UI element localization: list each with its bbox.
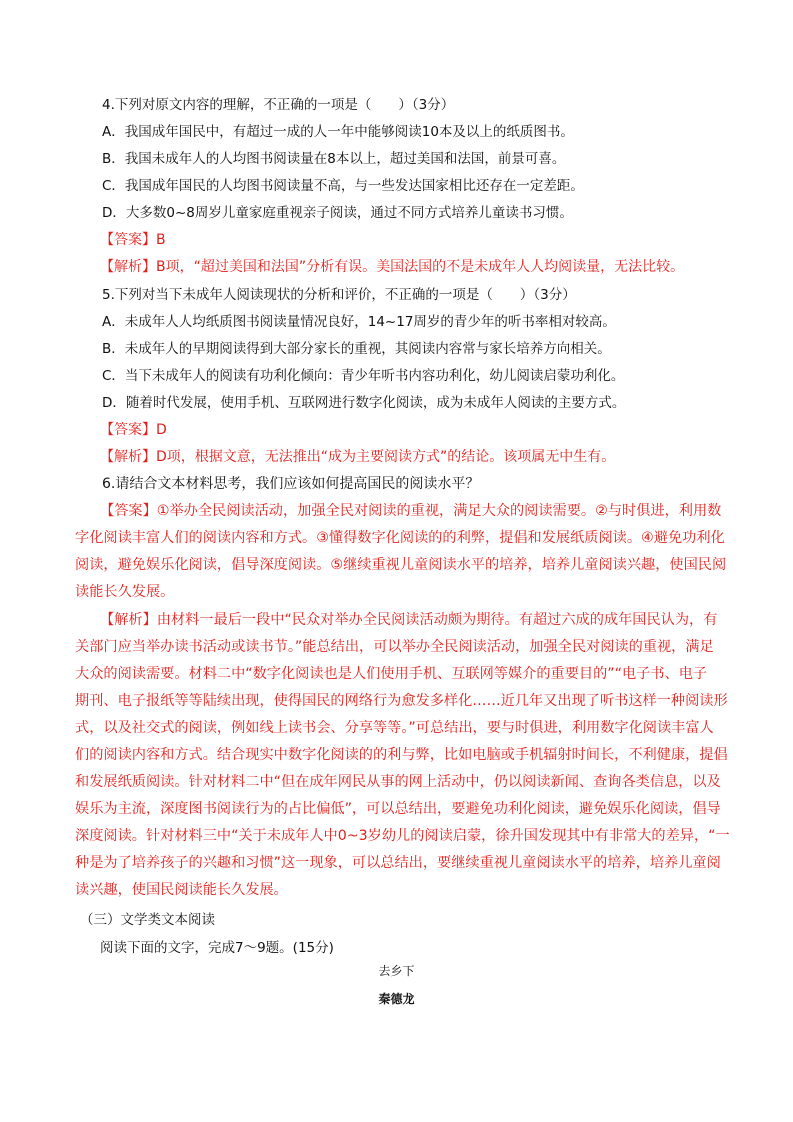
q4-answer — [100, 230, 166, 250]
q6-answer-line-3: 阅读，避免娱乐化阅读，倡导深度阅读。⑤继续重视儿童阅读水平的培养，培养儿童阅读兴趣，使国民阅 — [75, 557, 727, 573]
q5-answer — [100, 420, 167, 440]
q4-option-a: A．我国成年国民中，有超过一成的人一年中能够阅读10本及以上的纸质图书。 — [102, 124, 574, 140]
q6-analysis-line-5: 式，以及社交式的阅读，例如线上读书会、分享等等。”可总结出，要与时俱进，利用数字化阅读丰富人 — [75, 720, 714, 736]
q5-option-a: A．未成年人人均纸质图书阅读量情况良好，14~17周岁的青少年的听书率相对较高。 — [102, 314, 616, 330]
q5-analysis-label: 【解析】 — [100, 449, 156, 465]
q4-analysis — [100, 257, 684, 277]
section-instruction: 阅读下面的文字，完成7～9题。(15分) — [100, 940, 334, 956]
q6-answer-line-1: 【答案】①举办全民阅读活动，加强全民对阅读的重视，满足大众的阅读需要。②与时俱进，利用数 — [100, 503, 722, 519]
article-author: 秦德龙 — [378, 992, 415, 1006]
q6-stem: 6.请结合文本材料思考，我们应该如何提高国民的阅读水平？ — [102, 476, 480, 492]
q4-option-d: D．大多数0~8周岁儿童家庭重视亲子阅读，通过不同方式培养儿童读书习惯。 — [102, 205, 573, 221]
q6-analysis-line-2: 关部门应当举办读书活动或读书节。”能总结出，可以举办全民阅读活动，加强全民对阅读的重视，满足 — [75, 639, 714, 655]
q6-analysis-line-4: 期刊、电子报纸等等陆续出现，使得国民的网络行为愈发多样化……近几年又出现了听书这样一种阅读形 — [75, 693, 728, 709]
q6-analysis-line-11: 读兴趣，使国民阅读能长久发展。 — [75, 882, 288, 898]
q6-analysis-line-6: 们的阅读内容和方式。结合现实中数字化阅读的的利与弊，比如电脑或手机辐射时间长，不利健康，提倡 — [75, 747, 728, 763]
q4-option-b: B．我国未成年人的人均图书阅读量在8本以上，超过美国和法国，前景可喜。 — [102, 151, 566, 167]
q6-analysis-line-1: 【解析】由材料一最后一段中“民众对举办全民阅读活动颇为期待。有超过六成的成年国民认为，有 — [100, 612, 718, 628]
q6-answer-line-2: 字化阅读丰富人们的阅读内容和方式。③懂得数字化阅读的的利弊，提倡和发展纸质阅读。④避免功利化 — [75, 530, 725, 546]
q4-option-c: C．我国成年国民的人均图书阅读量不高，与一些发达国家相比还存在一定差距。 — [102, 178, 584, 194]
article-title: 去乡下 — [378, 964, 415, 978]
q4-answer-label: 【答案】 — [100, 232, 156, 248]
q5-option-c: C．当下未成年人的阅读有功利化倾向：青少年听书内容功利化，幼儿阅读启蒙功利化。 — [102, 368, 625, 384]
q5-analysis — [100, 447, 615, 467]
q6-analysis-line-9: 深度阅读。针对材料三中“关于未成年人中0~3岁幼儿的阅读启蒙，徐升国发现其中有非常大的差异，“一 — [75, 828, 730, 844]
q4-answer-value: B — [156, 232, 166, 248]
q6-analysis-line-10: 种是为了培养孩子的兴趣和习惯”这一现象，可以总结出，要继续重视儿童阅读水平的培养，培养儿童阅 — [75, 855, 721, 871]
q5-answer-value: D — [156, 422, 167, 438]
q5-answer-label: 【答案】 — [100, 422, 156, 438]
section-heading: （三）文学类文本阅读 — [80, 912, 215, 928]
q6-analysis-line-7: 和发展纸质阅读。针对材料二中“但在成年网民从事的网上活动中，仍以阅读新闻、查询各类信息，以及 — [75, 774, 721, 790]
q4-analysis-label: 【解析】 — [100, 259, 156, 275]
q4-stem: 4.下列对原文内容的理解，不正确的一项是（ ）（3分） — [102, 97, 455, 113]
q6-analysis-line-8: 娱乐为主流，深度图书阅读行为的占比偏低”，可以总结出，要避免功利化阅读，避免娱乐化阅读，倡导 — [75, 801, 721, 817]
q6-analysis-line-3: 大众的阅读需要。材料二中“数字化阅读也是人们使用手机、互联网等媒介的重要目的”“电子书、电子 — [75, 666, 708, 682]
q4-analysis-text: B项，“超过美国和法国”分析有误。美国法国的不是未成年人人均阅读量，无法比较。 — [156, 259, 685, 275]
q5-stem: 5.下列对当下未成年人阅读现状的分析和评价，不正确的一项是（ ）（3分） — [102, 287, 576, 303]
q5-option-b: B．未成年人的早期阅读得到大部分家长的重视，其阅读内容常与家长培养方向相关。 — [102, 341, 611, 357]
q5-option-d: D．随着时代发展，使用手机、互联网进行数字化阅读，成为未成年人阅读的主要方式。 — [102, 395, 626, 411]
q5-analysis-text: D项，根据文意，无法推出“成为主要阅读方式”的结论。该项属无中生有。 — [156, 449, 616, 465]
q6-answer-line-4: 读能长久发展。 — [75, 584, 175, 600]
